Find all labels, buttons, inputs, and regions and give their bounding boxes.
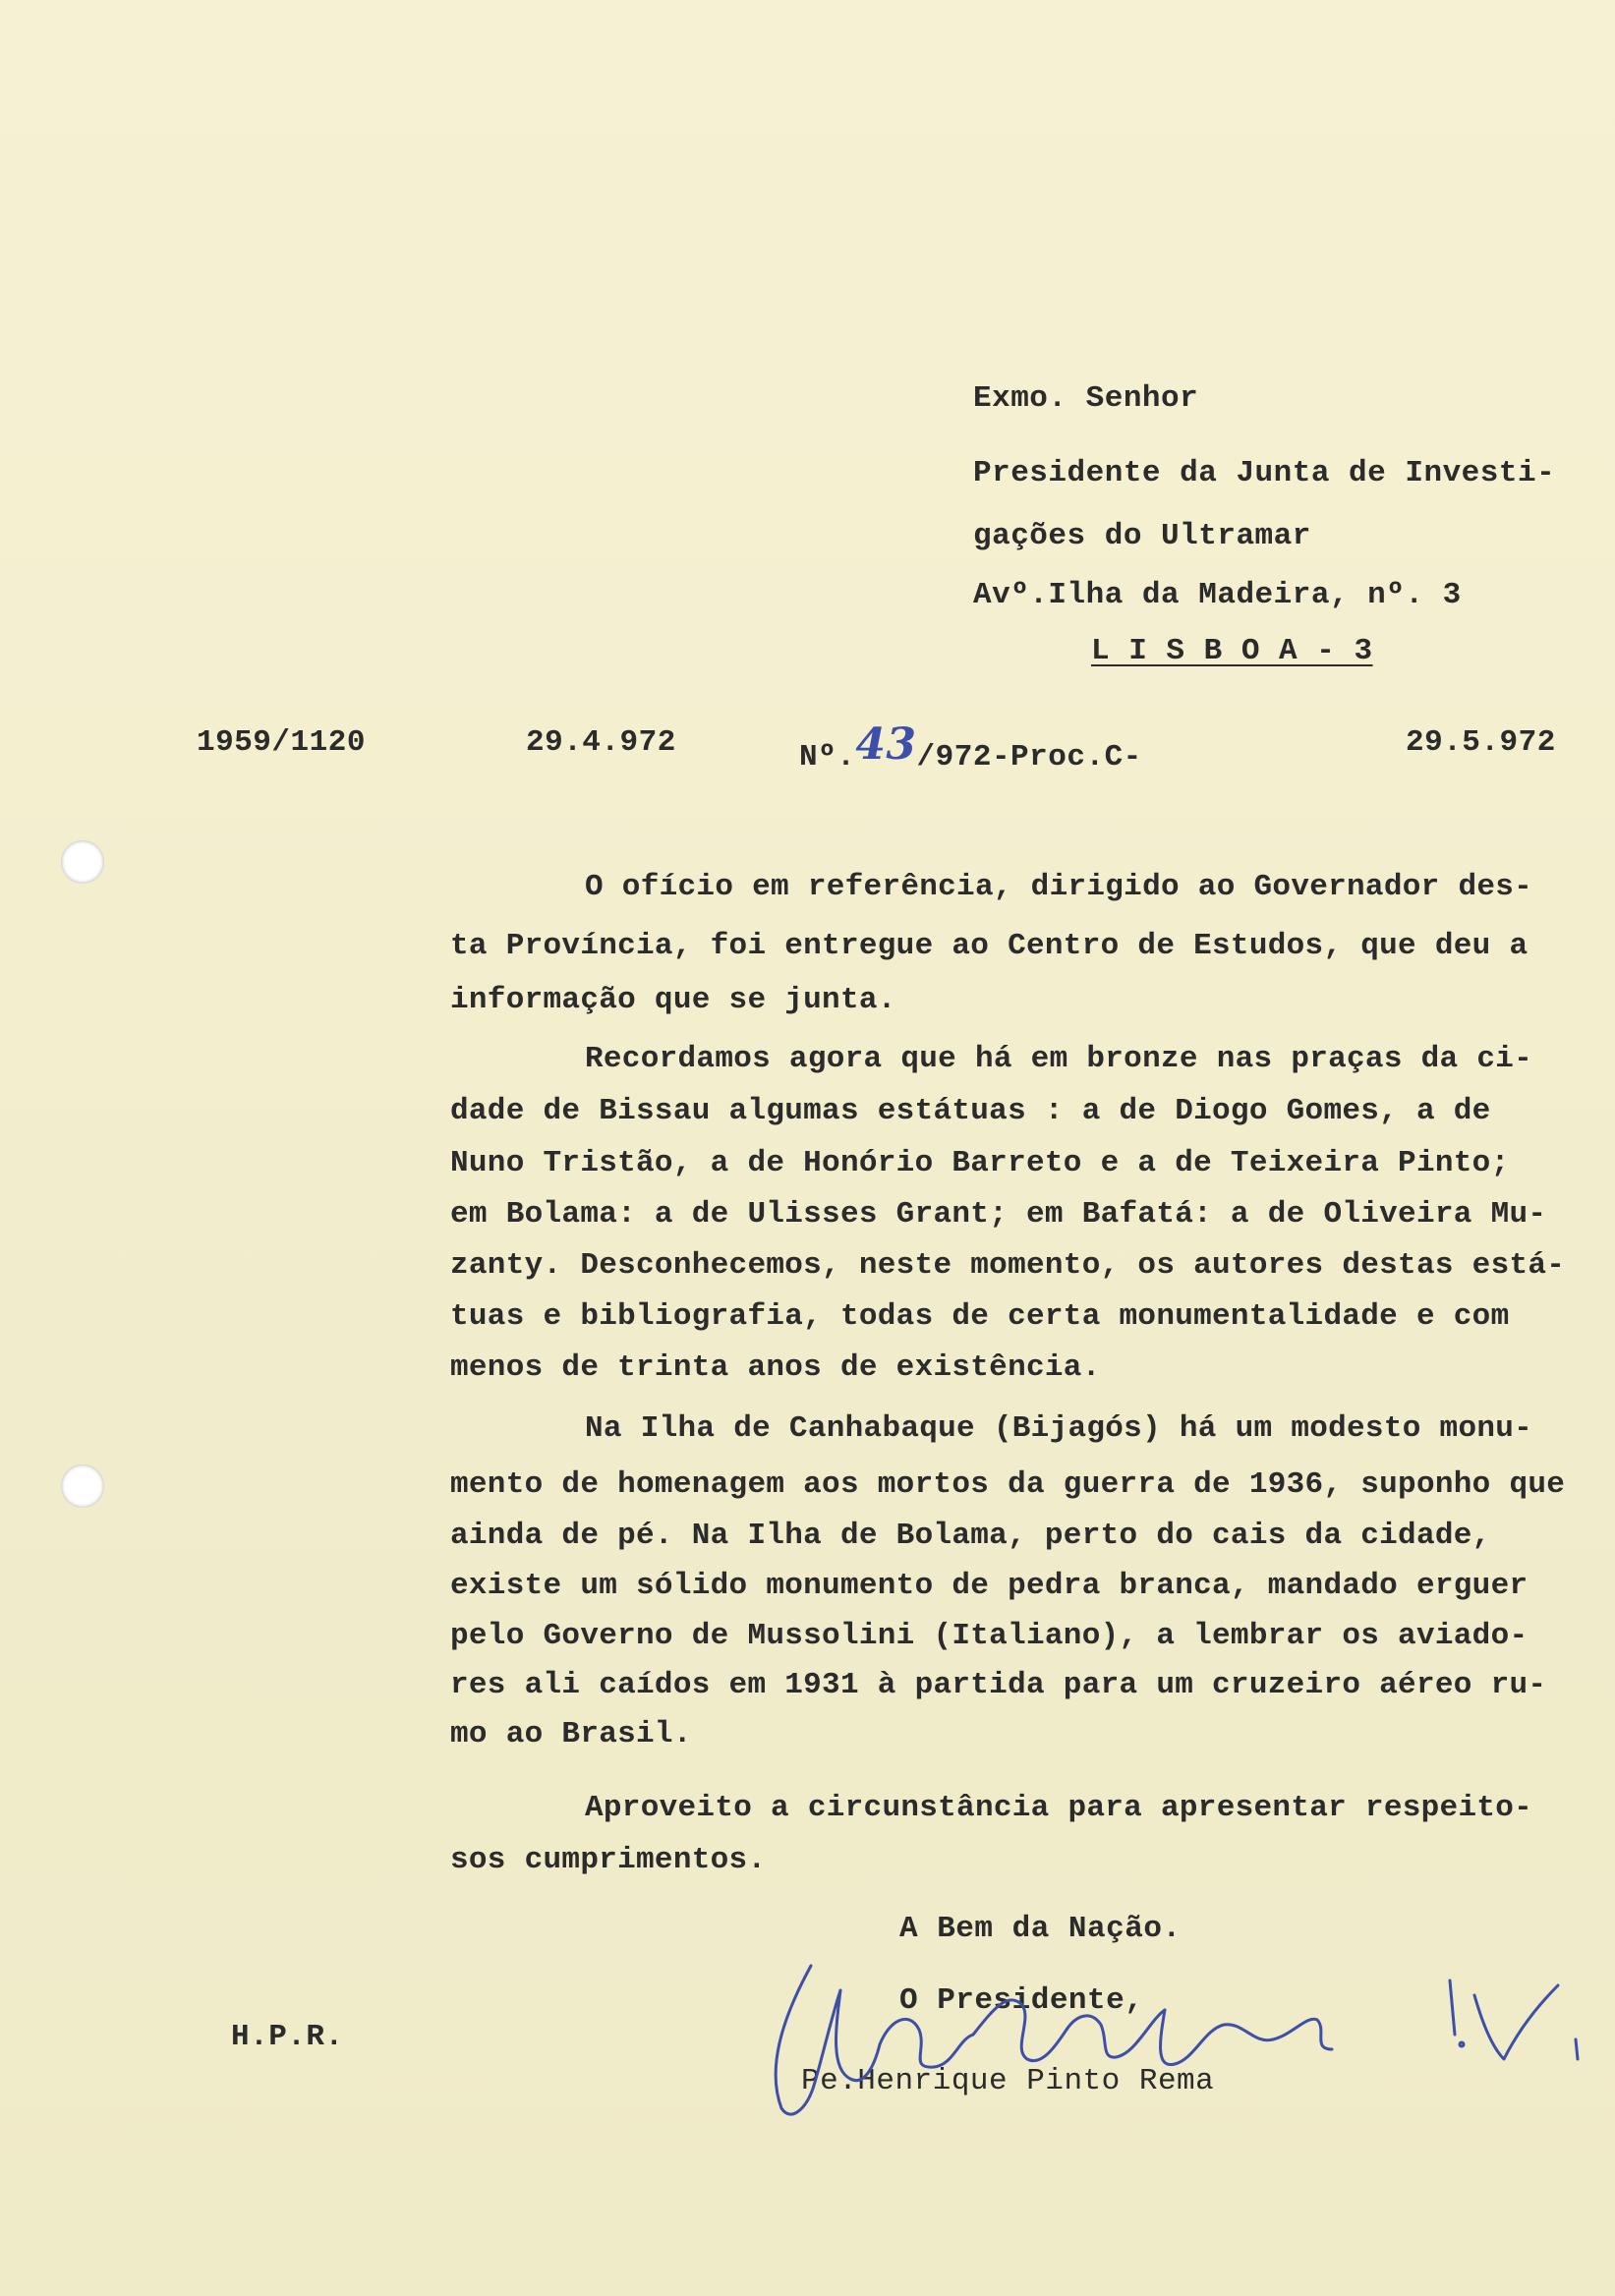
p3-line-2: mento de homenagem aos mortos da guerra de 1936, suponho que (450, 1467, 1566, 1502)
p2-line-1: Recordamos agora que há em bronze nas praças da ci- (585, 1042, 1533, 1076)
office-number (799, 719, 1142, 775)
p2-line-2: dade de Bissau algumas estátuas : a de Diogo Gomes, a de (450, 1094, 1491, 1128)
reference-date: 29.4.972 (526, 725, 676, 760)
p2-line-5: zanty. Desconhecemos, neste momento, os autores destas está- (450, 1248, 1566, 1283)
office-number-handwritten: 43 (855, 719, 917, 770)
signatory-name: Pe.Henrique Pinto Rema (801, 2064, 1215, 2098)
letter-date: 29.5.972 (1406, 725, 1556, 760)
signatory-role: O Presidente, (899, 1983, 1144, 2018)
typist-initials: H.P.R. (231, 2020, 344, 2054)
p1-line-3: informação que se junta. (450, 983, 896, 1017)
p3-line-4: existe um sólido monumento de pedra branca, mandado erguer (450, 1569, 1528, 1603)
recipient-line-2: gações do Ultramar (973, 519, 1311, 553)
p3-line-1: Na Ilha de Canhabaque (Bijagós) há um modesto monu- (585, 1411, 1533, 1446)
p3-line-7: mo ao Brasil. (450, 1717, 692, 1751)
p1-line-1: O ofício em referência, dirigido ao Governador des- (585, 870, 1533, 904)
p2-line-6: tuas e bibliografia, todas de certa monumentalidade e com (450, 1299, 1510, 1334)
recipient-city: L I S B O A - 3 (1091, 634, 1373, 668)
p2-line-7: menos de trinta anos de existência. (450, 1350, 1101, 1385)
p3-line-3: ainda de pé. Na Ilha de Bolama, perto do cais da cidade, (450, 1519, 1491, 1553)
p4-line-2: sos cumprimentos. (450, 1843, 767, 1877)
office-number-suffix: /972-Proc.C- (916, 740, 1142, 775)
salutation: Exmo. Senhor (973, 381, 1199, 416)
punch-hole-top (61, 840, 104, 884)
p2-line-4: em Bolama: a de Ulisses Grant; em Bafatá: a de Oliveira Mu- (450, 1197, 1547, 1232)
closing-motto: A Bem da Nação. (899, 1912, 1182, 1946)
handwritten-signature (762, 1951, 1587, 2148)
p3-line-5: pelo Governo de Mussolini (Italiano), a lembrar os aviado- (450, 1619, 1528, 1653)
p1-line-2: ta Província, foi entregue ao Centro de Estudos, que deu a (450, 929, 1528, 963)
recipient-line-3: Avº.Ilha da Madeira, nº. 3 (973, 578, 1462, 612)
file-number: 1959/1120 (197, 725, 366, 760)
p4-line-1: Aproveito a circunstância para apresentar respeito- (585, 1791, 1533, 1825)
p2-line-3: Nuno Tristão, a de Honório Barreto e a de Teixeira Pinto; (450, 1146, 1510, 1180)
recipient-line-1: Presidente da Junta de Investi- (973, 456, 1556, 490)
p3-line-6: res ali caídos em 1931 à partida para um cruzeiro aéreo ru- (450, 1668, 1547, 1702)
office-number-prefix: Nº. (799, 740, 856, 775)
punch-hole-bottom (61, 1464, 104, 1508)
